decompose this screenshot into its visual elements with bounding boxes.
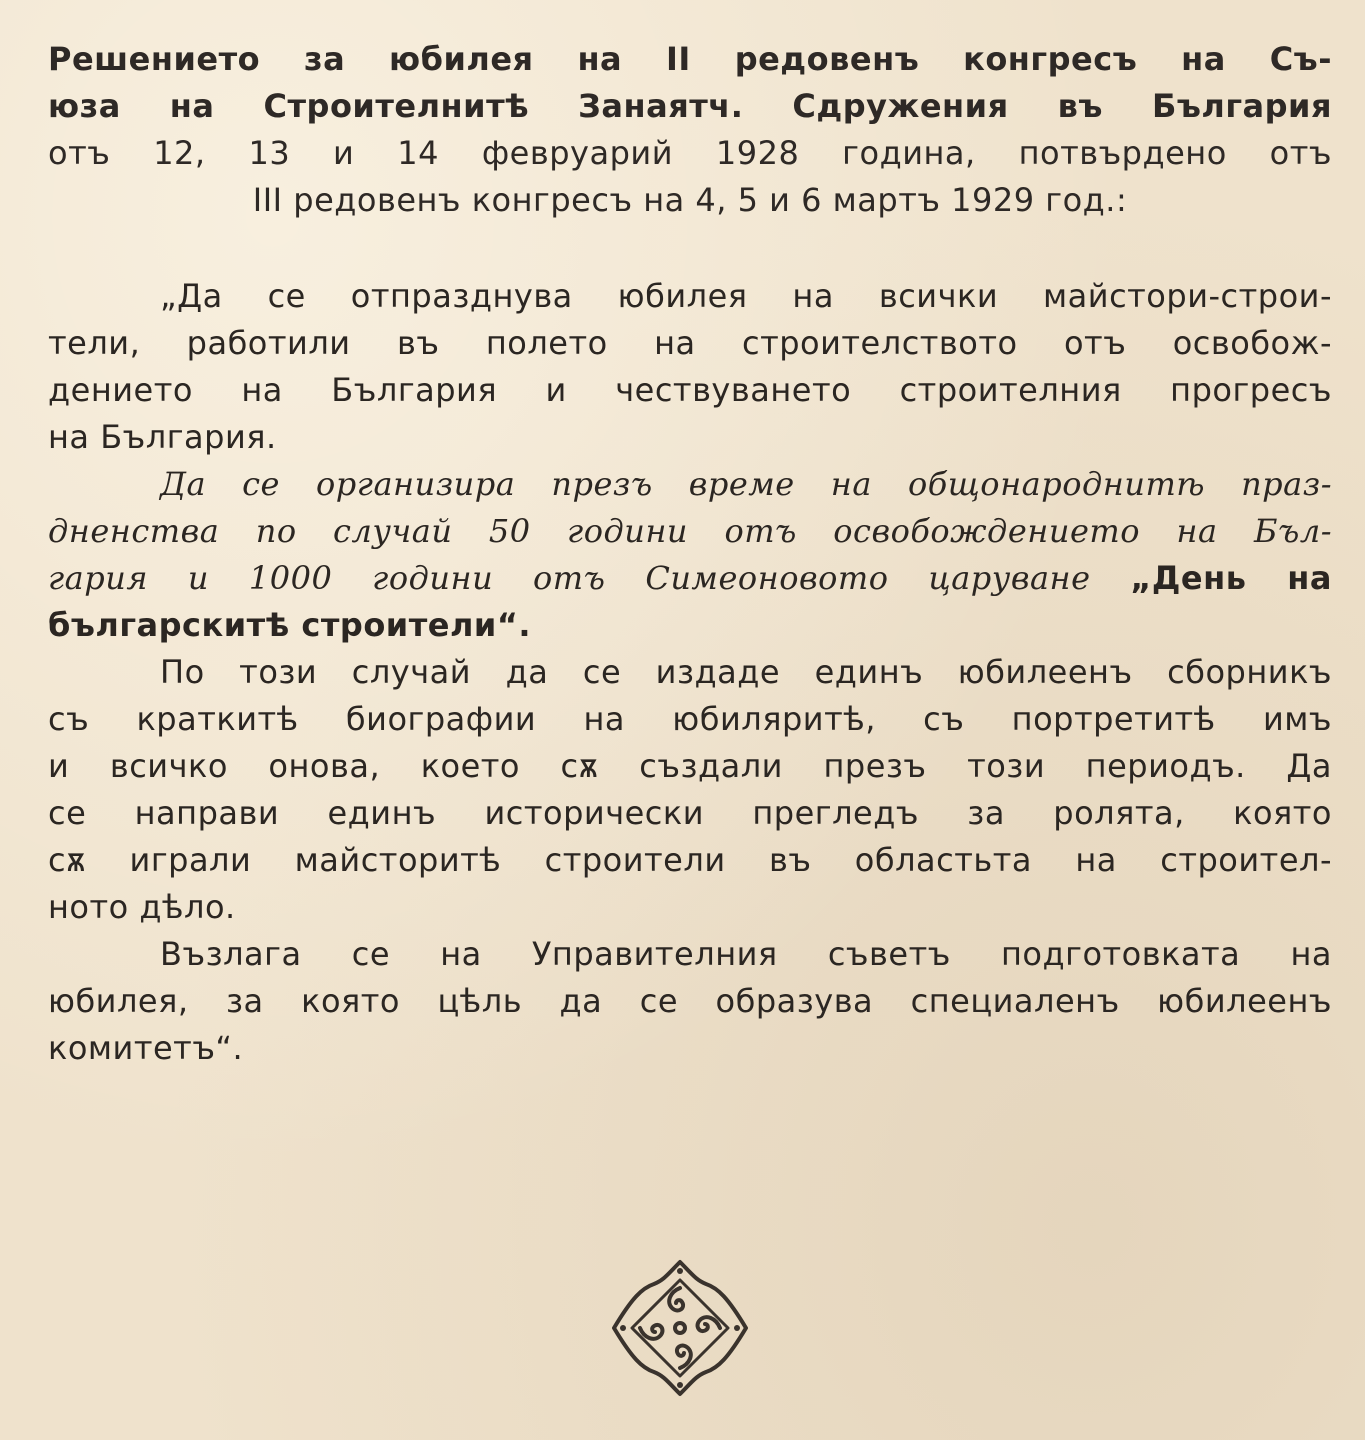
paragraph-line: и всичко онова, което сѫ създали презъ този периодъ. Да <box>48 747 1332 785</box>
paragraph-line: сѫ играли майсторитѣ строители въ областьта на строител- <box>48 841 1332 879</box>
paragraph-line: Да се организира презъ време на общонароднитѣ праз- <box>160 465 1332 503</box>
paragraph-line: юбилея, за която цѣль да се образува специаленъ юбилеенъ <box>48 982 1332 1020</box>
document-heading <box>48 36 1332 224</box>
paragraph-line: По този случай да се издаде единъ юбилеенъ сборникъ <box>160 653 1332 691</box>
paragraph-line: ното дѣло. <box>48 888 236 926</box>
diamond-ornament-icon <box>610 1258 750 1398</box>
paragraph-line: българскитѣ строители“. <box>48 606 532 644</box>
paragraph-2 <box>48 461 1332 649</box>
paragraph-1 <box>48 273 1332 461</box>
italic-fragment: гария и 1000 години отъ Симеоновото царуване <box>48 559 1091 597</box>
paragraph-line: „Да се отпразднува юбилея на всички майстори-строи- <box>160 277 1332 315</box>
paragraph-3 <box>48 649 1332 931</box>
document-page <box>48 36 1332 1072</box>
paragraph-line-with-bold <box>48 555 1332 602</box>
paragraph-line: на България. <box>48 418 277 456</box>
paragraph-line: комитетъ“. <box>48 1029 244 1067</box>
heading-line-1: Решението за юбилея на II редовенъ конгресъ на Съ- <box>48 40 1332 78</box>
heading-line-3: отъ 12, 13 и 14 февруарий 1928 година, потвърдено отъ <box>48 134 1332 172</box>
paragraph-line: се направи единъ исторически прегледъ за ролята, която <box>48 794 1332 832</box>
paragraph-4 <box>48 931 1332 1072</box>
paragraph-line: Възлага се на Управителния съветъ подготовката на <box>160 935 1332 973</box>
heading-line-4: III редовенъ конгресъ на 4, 5 и 6 мартъ 1929 год.: <box>252 181 1128 219</box>
paragraph-line: дението на България и чествуването строителния прогресъ <box>48 371 1332 409</box>
heading-line-2: юза на Строителнитѣ Занаятч. Сдружения въ България <box>48 87 1332 125</box>
paragraph-line: тели, работили въ полето на строителството отъ освобож- <box>48 324 1332 362</box>
paragraph-line: съ краткитѣ биографии на юбиляритѣ, съ портретитѣ имъ <box>48 700 1332 738</box>
paragraph-line: дненства по случай 50 години отъ освобождението на Бъл- <box>48 512 1332 550</box>
bold-fragment: „День на <box>1130 559 1332 597</box>
